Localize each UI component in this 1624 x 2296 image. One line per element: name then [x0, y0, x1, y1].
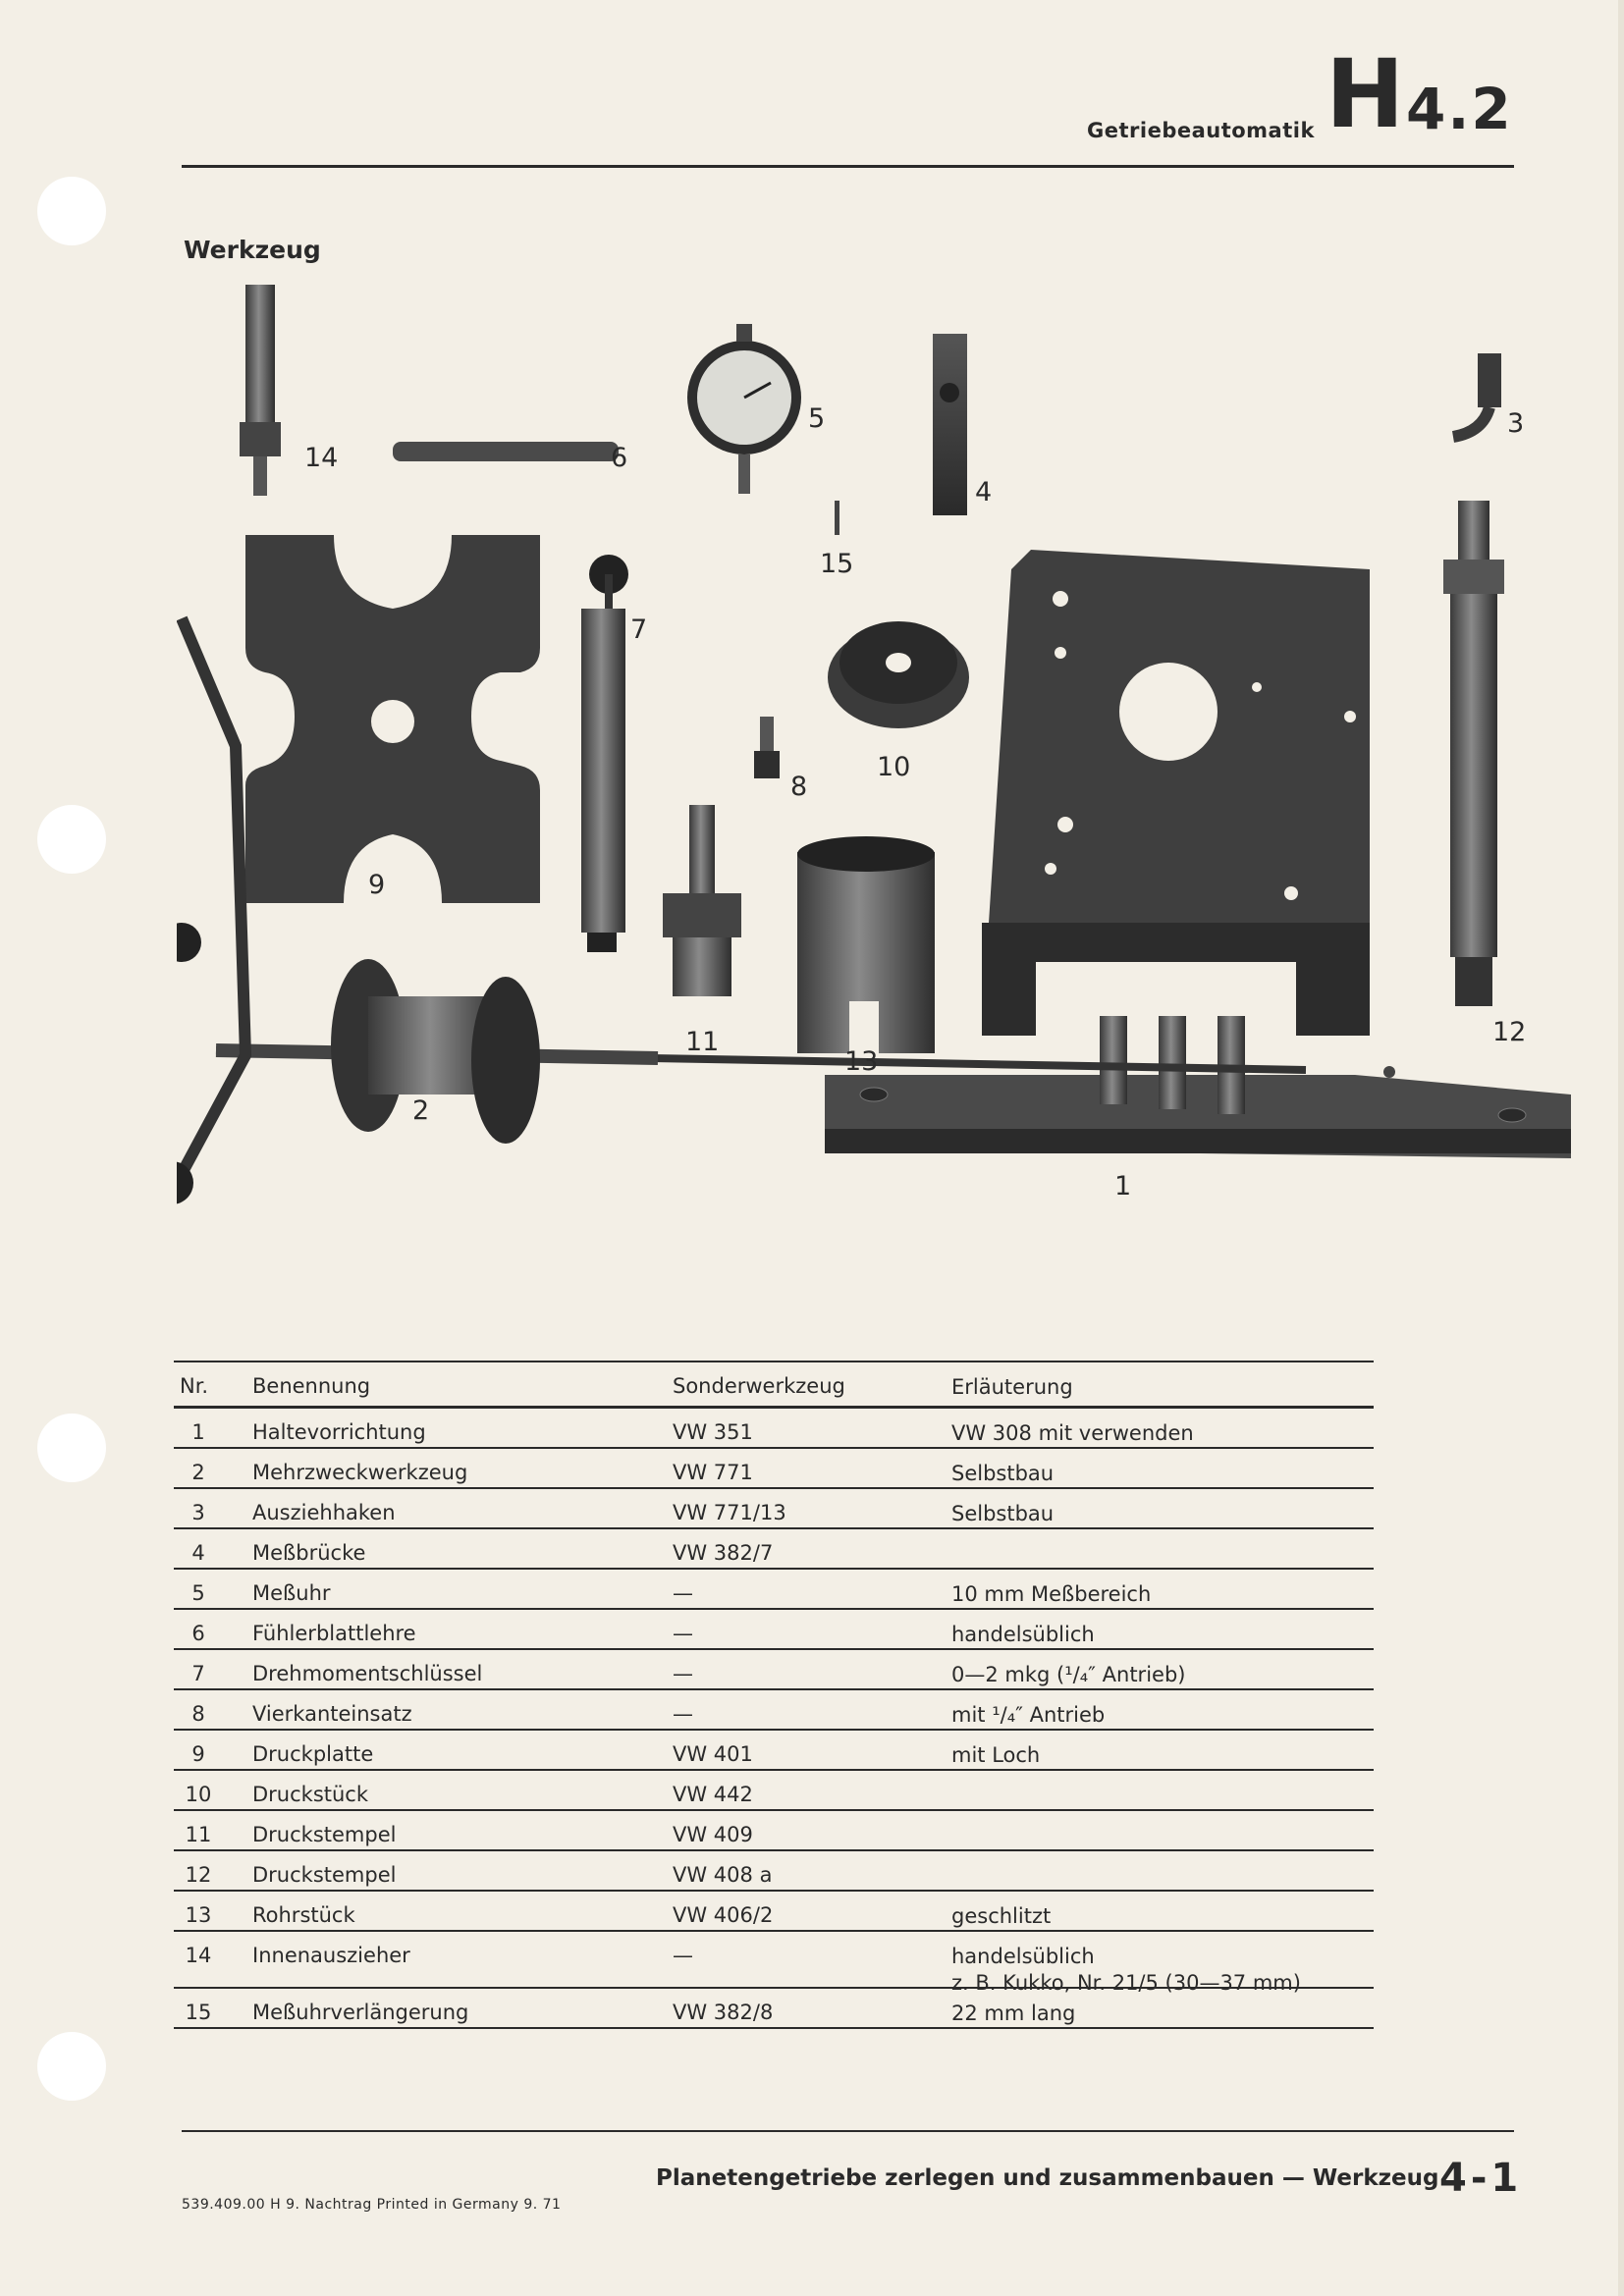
- tool-3-puller-hook: [1453, 353, 1501, 437]
- tools-photo: [177, 275, 1571, 1355]
- tool-13-tube: [797, 836, 935, 1055]
- tool-10-pressure-piece: [828, 621, 969, 728]
- row-special-tool: VW 382/7: [673, 1541, 774, 1565]
- row-name: Druckstempel: [252, 1823, 397, 1846]
- table-row: [174, 1570, 1374, 1610]
- footer-page-number: 4-1: [1439, 2156, 1523, 2201]
- row-number: 9: [191, 1742, 205, 1766]
- photo-label: 9: [368, 870, 386, 900]
- tool-table: [174, 1361, 1374, 2029]
- row-name: Rohrstück: [252, 1903, 355, 1927]
- row-special-tool: —: [673, 1622, 693, 1645]
- row-name: Meßbrücke: [252, 1541, 366, 1565]
- footer-print-code: 539.409.00 H 9. Nachtrag Printed in Germany 9. 71: [182, 2197, 562, 2213]
- row-number: 1: [191, 1420, 205, 1444]
- col-header-note: Erläuterung: [951, 1375, 1073, 1399]
- table-row: [174, 1690, 1374, 1731]
- row-name: Druckstempel: [252, 1863, 397, 1887]
- table-row: [174, 1811, 1374, 1851]
- photo-label: 5: [808, 403, 826, 434]
- punch-hole: [37, 2032, 106, 2101]
- table-row: [174, 1529, 1374, 1570]
- footer-title: Planetengetriebe zerlegen und zusammenbauen — Werkzeug: [656, 2165, 1439, 2191]
- row-number: 8: [191, 1702, 205, 1726]
- row-number: 15: [185, 2001, 212, 2024]
- punch-hole: [37, 1414, 106, 1482]
- footer-rule: [182, 2130, 1514, 2132]
- row-note: handelsüblich: [951, 1623, 1095, 1646]
- row-number: 13: [185, 1903, 212, 1927]
- row-note-line-2: z. B. Kukko, Nr. 21/5 (30—37 mm): [951, 1971, 1301, 1995]
- photo-label: 3: [1507, 408, 1525, 439]
- photo-label: 7: [630, 614, 648, 645]
- tool-12-press-punch: [1443, 501, 1504, 1006]
- row-number: 10: [185, 1783, 212, 1806]
- row-number: 11: [185, 1823, 212, 1846]
- row-number: 5: [191, 1581, 205, 1605]
- row-name: Innenauszieher: [252, 1944, 410, 1967]
- photo-label: 4: [975, 477, 993, 507]
- photo-label: 8: [790, 772, 808, 802]
- table-row: [174, 1731, 1374, 1771]
- row-name: Meßuhr: [252, 1581, 331, 1605]
- tool-11-press-punch: [663, 805, 741, 996]
- row-special-tool: —: [673, 1944, 693, 1967]
- row-number: 6: [191, 1622, 205, 1645]
- row-note: 10 mm Meßbereich: [951, 1582, 1152, 1606]
- tool-7-torque-wrench: [581, 555, 628, 952]
- col-header-nr: Nr.: [180, 1374, 209, 1398]
- row-special-tool: VW 442: [673, 1783, 753, 1806]
- row-number: 3: [191, 1501, 205, 1524]
- row-name: Druckstück: [252, 1783, 369, 1806]
- table-row: [174, 1932, 1374, 1995]
- tool-14-internal-puller: [240, 285, 281, 496]
- row-note: mit ¹/₄″ Antrieb: [951, 1703, 1106, 1727]
- tool-8-square-insert: [754, 717, 780, 778]
- row-note: handelsüblich: [951, 1945, 1095, 1968]
- table-row: [174, 1449, 1374, 1489]
- table-row: [174, 1650, 1374, 1690]
- photo-label: 13: [844, 1046, 879, 1077]
- section-title: Werkzeug: [184, 236, 321, 264]
- tool-6-feeler-gauge: [393, 442, 619, 461]
- row-special-tool: VW 771/13: [673, 1501, 786, 1524]
- table-row: [174, 1489, 1374, 1529]
- row-name: Ausziehhaken: [252, 1501, 396, 1524]
- photo-label: 12: [1492, 1017, 1527, 1047]
- row-special-tool: VW 401: [673, 1742, 753, 1766]
- row-note: 22 mm lang: [951, 2002, 1076, 2025]
- table-row: [174, 1892, 1374, 1932]
- col-header-name: Benennung: [252, 1374, 371, 1398]
- row-name: Druckplatte: [252, 1742, 374, 1766]
- photo-label: 1: [1114, 1171, 1132, 1201]
- header-chapter-number: 4.2: [1406, 76, 1513, 142]
- row-number: 14: [185, 1944, 212, 1967]
- tool-15-gauge-extension: [835, 501, 839, 535]
- header-section-name: Getriebeautomatik: [1087, 119, 1315, 142]
- row-special-tool: VW 351: [673, 1420, 753, 1444]
- header-rule: [182, 165, 1514, 168]
- photo-label: 15: [820, 549, 854, 579]
- row-note: Selbstbau: [951, 1462, 1055, 1485]
- tool-4-measuring-bridge: [933, 334, 967, 515]
- table-header-row: [174, 1361, 1374, 1409]
- col-header-tool: Sonderwerkzeug: [673, 1374, 845, 1398]
- row-note: VW 308 mit verwenden: [951, 1421, 1194, 1445]
- row-name: Mehrzweckwerkzeug: [252, 1461, 468, 1484]
- table-row: [174, 1989, 1374, 2029]
- table-row: [174, 1771, 1374, 1811]
- row-special-tool: VW 409: [673, 1823, 753, 1846]
- row-special-tool: —: [673, 1662, 693, 1685]
- table-row: [174, 1610, 1374, 1650]
- photo-label: 11: [685, 1027, 720, 1057]
- photo-label: 2: [412, 1095, 430, 1126]
- punch-hole: [37, 805, 106, 874]
- row-name: Fühlerblattlehre: [252, 1622, 416, 1645]
- row-number: 12: [185, 1863, 212, 1887]
- row-name: Drehmomentschlüssel: [252, 1662, 483, 1685]
- row-number: 4: [191, 1541, 205, 1565]
- header-chapter-letter: H: [1326, 39, 1405, 149]
- row-note: geschlitzt: [951, 1904, 1052, 1928]
- row-note: Selbstbau: [951, 1502, 1055, 1525]
- table-row: [174, 1409, 1374, 1449]
- photo-label: 14: [304, 443, 339, 473]
- row-name: Haltevorrichtung: [252, 1420, 426, 1444]
- row-number: 2: [191, 1461, 205, 1484]
- tool-5-dial-gauge: [687, 324, 801, 494]
- row-note: mit Loch: [951, 1743, 1041, 1767]
- table-row: [174, 1851, 1374, 1892]
- row-name: Meßuhrverlängerung: [252, 2001, 469, 2024]
- row-name: Vierkanteinsatz: [252, 1702, 412, 1726]
- tool-9-pressure-plate: [245, 535, 540, 903]
- row-special-tool: VW 382/8: [673, 2001, 774, 2024]
- row-special-tool: VW 408 a: [673, 1863, 773, 1887]
- row-special-tool: —: [673, 1702, 693, 1726]
- page-edge: [1618, 0, 1624, 2296]
- row-special-tool: —: [673, 1581, 693, 1605]
- photo-label: 10: [877, 752, 911, 782]
- punch-hole: [37, 177, 106, 245]
- row-note: 0—2 mkg (¹/₄″ Antrieb): [951, 1663, 1186, 1686]
- row-special-tool: VW 771: [673, 1461, 753, 1484]
- row-number: 7: [191, 1662, 205, 1685]
- row-special-tool: VW 406/2: [673, 1903, 774, 1927]
- photo-label: 6: [611, 443, 628, 473]
